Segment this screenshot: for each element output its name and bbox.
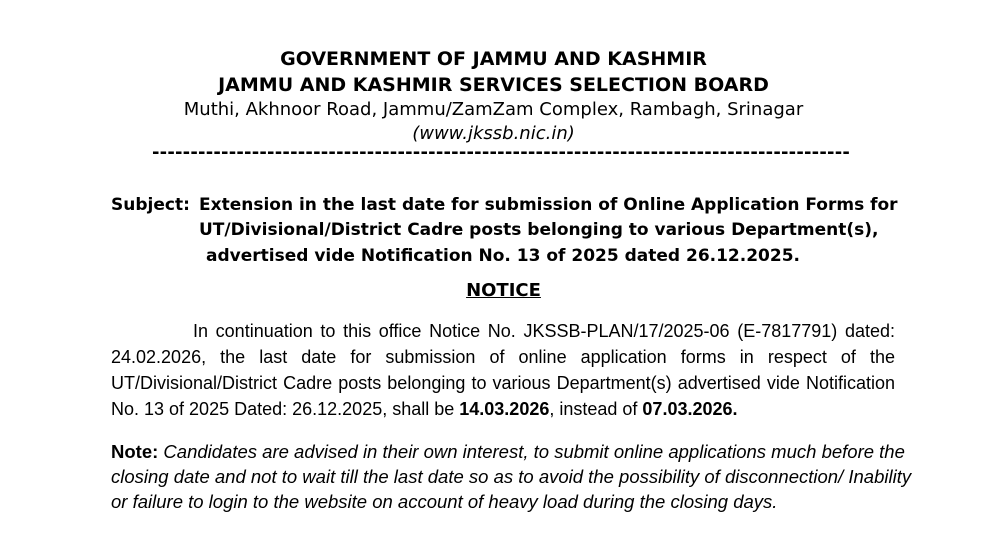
body-line-3: UT/Divisional/District Cadre posts belonging to various Department(s) advertised vide Notification bbox=[111, 373, 895, 393]
body-text: , instead of bbox=[549, 399, 643, 419]
new-last-date: 14.03.2026 bbox=[459, 399, 550, 419]
body-line-2: 24.02.2026, the last date for submission of online application forms in respect of the bbox=[111, 347, 895, 367]
address: Muthi, Akhnoor Road, Jammu/ZamZam Complex, Rambagh, Srinagar bbox=[183, 99, 804, 120]
board-heading: JAMMU AND KASHMIR SERVICES SELECTION BOARD bbox=[218, 74, 769, 96]
note-line-2: closing date and not to wait till the last date so as to avoid the possibility of disconnection/ Inability bbox=[111, 466, 912, 487]
body-line-1: In continuation to this office Notice No. JKSSB-PLAN/17/2025-06 (E-7817791) dated: bbox=[193, 321, 895, 341]
old-last-date: 07.03.2026. bbox=[642, 399, 738, 419]
subject-label: Subject: bbox=[111, 195, 190, 215]
subject-line-3: advertised vide Notification No. 13 of 2025 dated 26.12.2025. bbox=[206, 246, 800, 266]
separator-line: ------------------------------------------------------------------------------------------- bbox=[152, 142, 851, 163]
note-line-3: or failure to login to the website on account of heavy load during the closing days. bbox=[111, 491, 778, 512]
notice-title: NOTICE bbox=[466, 280, 541, 301]
note-label: Note: bbox=[111, 441, 159, 462]
note-line-1 bbox=[111, 441, 905, 463]
body-line-4 bbox=[111, 399, 895, 420]
website-link[interactable]: (www.jkssb.nic.in) bbox=[412, 123, 575, 144]
body-text: No. 13 of 2025 Dated: 26.12.2025, shall be bbox=[111, 399, 460, 419]
note-text: Candidates are advised in their own interest, to submit online applications much before the bbox=[163, 441, 905, 462]
subject-line-1: Extension in the last date for submission of Online Application Forms for bbox=[199, 195, 898, 215]
govt-heading: GOVERNMENT OF JAMMU AND KASHMIR bbox=[280, 48, 707, 70]
subject-line-2: UT/Divisional/District Cadre posts belonging to various Department(s), bbox=[199, 220, 879, 240]
